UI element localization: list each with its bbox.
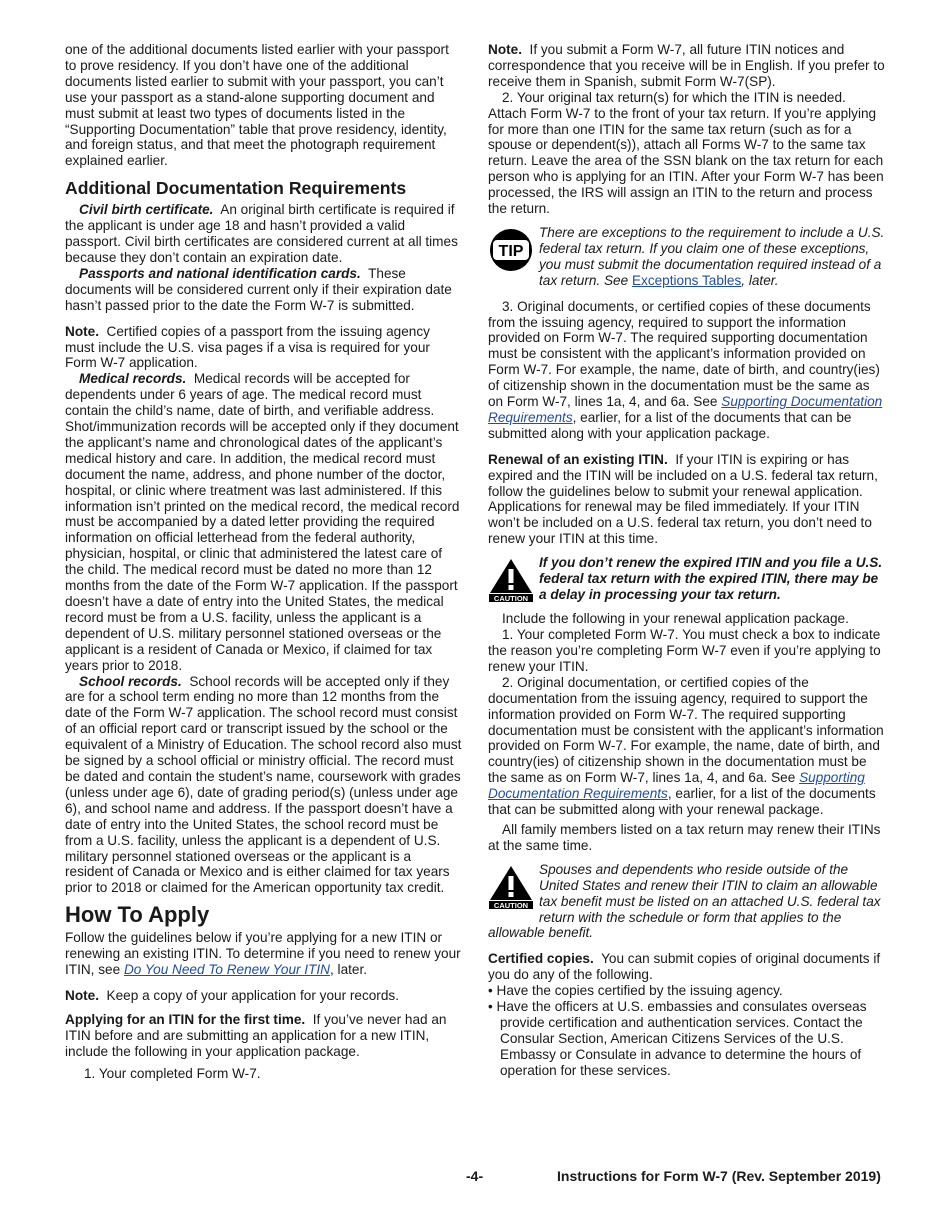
note-text: If you submit a Form W-7, all future ITIN notices and correspondence that you receive will be in English. If you prefer to receive them in Spanish, submit Form W-7(SP). (488, 42, 885, 89)
note-spanish-paragraph (488, 42, 886, 90)
renewal-list-item-2 (488, 675, 886, 818)
family-members-paragraph: All family members listed on a tax return may renew their ITINs at the same time. (488, 821, 881, 853)
note-label: Note. (65, 987, 99, 1003)
caution-callout (488, 555, 886, 603)
first-time-paragraph (65, 1012, 463, 1060)
tip-text: There are exceptions to the requirement to include a U.S. federal tax return. If you claim one of these exceptions, you must submit the documentation required instead of a tax return. See (539, 224, 885, 288)
caution-icon (488, 557, 534, 603)
original-documents-text: 3. Original documents, or certified copies of these documents from the issuing agency, required to support the information provided on Form W-7. The required supporting documentation must be consistent with the applicant’s information provided on Form W-7. For example, the name, date of birth, and country(ies) of citizenship shown in the documentation must be the same as on Form W-7, lines 1a, 4, and 6a. See (488, 298, 880, 410)
passports-paragraph (65, 266, 463, 314)
note-text: Certified copies of a passport from the issuing agency must include the U.S. visa pages if a visa is required for your Form W-7 application. (65, 323, 430, 371)
caution-icon (488, 864, 534, 910)
certified-copies-paragraph (488, 951, 886, 983)
renewal-item-2-suffix: , earlier, for a list of the documents that can be submitted along with your renewal package. (488, 786, 876, 818)
caution-spouses-text: Spouses and dependents who reside outside of the United States and renew their ITIN to claim an allowable tax benefit must be listed on an attached U.S. federal tax return with the schedule or form that applies to the allowable benefit. (488, 861, 881, 941)
medical-records-paragraph (65, 371, 463, 673)
original-documents-suffix: , earlier, for a list of the documents that can be submitted along with your application package. (488, 409, 852, 441)
school-records-paragraph (65, 674, 463, 897)
passports-heading: Passports and national identification cards. (79, 265, 361, 281)
bullet-text: Have the copies certified by the issuing agency. (496, 983, 783, 999)
bullet-icon: • (488, 999, 497, 1015)
caution-text: If you don’t renew the expired ITIN and you file a U.S. federal tax return with the expired ITIN, there may be a delay in processing your tax return. (539, 555, 883, 602)
tip-icon (488, 227, 534, 273)
heading-how-to-apply: How To Apply (65, 902, 210, 928)
exceptions-tables-link[interactable]: Exceptions Tables (631, 272, 742, 288)
bullet-text: Have the officers at U.S. embassies and consulates overseas provide certification and authentication services. Contact the Consular Section, American Citizens Services of the U.S. Embassy or Consulate in advance to determine the hours of operation for these services. (496, 999, 867, 1078)
note-text: Keep a copy of your application for your records. (106, 987, 399, 1003)
renewal-list-item-1: 1. Your completed Form W-7. You must check a box to indicate the reason you’re completing Form W-7 even if you’re applying to renew your ITIN. (488, 627, 881, 674)
certified-copies-text: You can submit copies of original documents if you do any of the following. (488, 951, 881, 983)
tip-text-paragraph (488, 225, 886, 289)
caution-label: CAUTION (493, 900, 529, 910)
include-paragraph: Include the following in your renewal application package. (502, 611, 849, 627)
left-column (65, 42, 463, 1081)
how-to-apply-text: Follow the guidelines below if you’re applying for a new ITIN or renewing an existing ITIN. To determine if you need to renew your ITIN, see (65, 930, 461, 978)
supporting-documentation-link[interactable]: Supporting Documentation Requirements (488, 770, 865, 802)
renew-itin-link[interactable]: Do You Need To Renew Your ITIN (123, 962, 330, 978)
first-time-text: If you’ve never had an ITIN before and are submitting an application for a new ITIN, include the following in your application package. (65, 1011, 447, 1059)
renewal-heading: Renewal of an existing ITIN. (488, 451, 668, 467)
bullet-icon: • (488, 983, 497, 999)
supporting-documentation-link[interactable]: Supporting Documentation Requirements (488, 394, 883, 425)
how-to-apply-suffix: , later. (330, 962, 368, 978)
list-item-tax-return: 2. Your original tax return(s) for which the ITIN is needed. Attach Form W-7 to the front of your tax return. If you’re applying for more than one ITIN for the same tax return (such as for a spouse or dependent(s)), attach all Forms W-7 to the same tax return. Leave the area of the SSN blank on the tax return for each person who is applying for an ITIN. After your Form W-7 has been processed, the IRS will assign an ITIN to the return and process the return. (488, 89, 884, 217)
medical-records-text: Medical records will be accepted for dependents under 6 years of age. The medical record must contain the child’s name, date of birth, and verifiable address. Shot/immunization records will be accepted only if they document the applicant’s name and chronological dates of the applicant’s medical history and care. In addition, the medical record must document the name, address, and phone number of the doctor, hospital, or clinic where treatment was last administered. If this information isn’t printed on the medical record, the medical record must be accompanied by a dated letter providing the required information on official letterhead from the federal authority, physician, hospital, or clinic that administered the latest care of the child. The medical record must be dated no more than 12 months from the date of the Form W-7 application. If the passport doesn’t have a date of entry into the United States, the medical record must be from a U.S. facility, unless the applicant is a dependent of U.S. military personnel stationed overseas or the applicant is a resident of Canada or Mexico, if claimed for tax years prior to 2018. (65, 371, 460, 673)
renewal-item-2-text: 2. Original documentation, or certified copies of the documentation from the issuing agency, required to support the information provided on Form W-7. The required supporting documentation must be consistent with the applicant’s information provided on Form W-7. For example, the name, date of birth, and country(ies) of citizenship shown in the documentation must be the same as on Form W-7, lines 1a, 4, and 6a. See (488, 674, 884, 786)
renewal-text: If your ITIN is expiring or has expired and the ITIN will be included on a U.S. federal tax return, follow the guidelines below to submit your renewal application. Applications for renewal may be filed immediately. If your ITIN won’t be included on a U.S. federal tax return, you don’t need to renew your ITIN at this time. (488, 451, 878, 547)
bullet-item-issuing-agency (488, 983, 886, 999)
tip-callout (488, 225, 886, 289)
right-column (488, 42, 886, 1079)
page-number: -4- (466, 1168, 484, 1184)
heading-additional-documentation: Additional Documentation Requirements (65, 178, 407, 199)
school-records-heading: School records. (79, 673, 182, 689)
civil-birth-text: An original birth certificate is required if the applicant is under age 18 and hasn’t provided a valid passport. Civil birth certificates are considered current at all times because they don’t contain an expiration date. (65, 202, 458, 265)
how-to-apply-paragraph (65, 930, 463, 978)
caution-label: CAUTION (493, 594, 529, 604)
tip-suffix: , later. (741, 272, 779, 288)
note-label: Note. (488, 42, 522, 57)
footer-title: Instructions for Form W-7 (Rev. September 2019) (557, 1168, 881, 1184)
note-label: Note. (65, 323, 99, 339)
note-certified-paragraph (65, 324, 463, 372)
caution-callout-spouses (488, 862, 886, 942)
certified-copies-heading: Certified copies. (488, 951, 594, 967)
civil-birth-heading: Civil birth certificate. (79, 202, 214, 218)
passports-text: These documents will be considered current only if their expiration date hasn’t passed prior to the date the Form W-7 is submitted. (65, 265, 452, 313)
renewal-paragraph (488, 452, 886, 547)
school-records-text: School records will be accepted only if they are for a school term ending no more than 12 months from the date of the Form W-7 application. The school record must consist of an official report card or transcript issued by the school or the equivalent of a Ministry of Education. The school record also must be signed by a school official or ministry official. The record must be dated and contain the student’s name, coursework with grades (unless under age 6), date of grading period(s) (unless under age 6), and school name and address. If the passport doesn’t have a date of entry into the United States, the school record must be from a U.S. facility, unless the applicant is a dependent of U.S. military personnel stationed overseas or the applicant is a resident of Canada or Mexico and is either claimed for tax years prior to 2018 or claimed for the American opportunity tax credit. (65, 673, 462, 896)
medical-records-heading: Medical records. (79, 371, 187, 387)
civil-birth-paragraph (65, 202, 463, 266)
list-item-original-documents (488, 299, 886, 442)
note-keep-copy-paragraph (65, 988, 463, 1004)
first-time-heading: Applying for an ITIN for the first time. (65, 1011, 306, 1027)
bullet-item-embassies (488, 999, 886, 1079)
tip-label: TIP (498, 242, 524, 260)
intro-paragraph: one of the additional documents listed earlier with your passport to prove residency. If you don’t have one of the additional documents listed earlier to submit with your passport, you can’t use your passport as a stand-alone supporting document and must submit at least two types of documents listed in the “Supporting Documentation” table that prove residency, identity, and foreign status, and that meet the photograph requirement explained earlier. (65, 42, 449, 169)
list-item-completed-form: 1. Your completed Form W-7. (84, 1065, 261, 1081)
